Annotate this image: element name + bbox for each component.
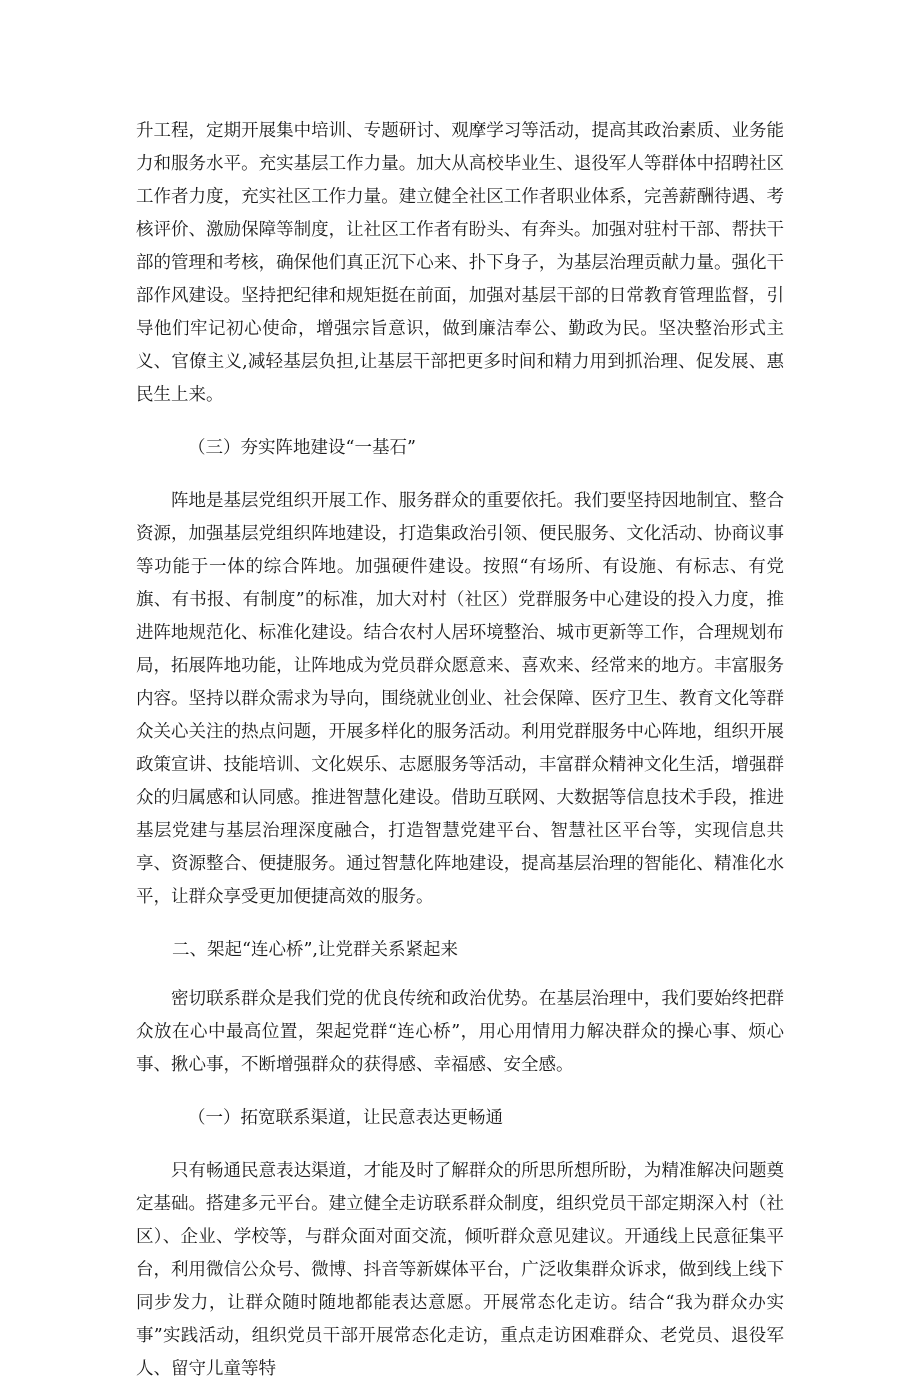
spacer <box>136 465 784 485</box>
spacer <box>136 1135 784 1155</box>
section-heading-position-building: （三）夯实阵地建设“一基石” <box>188 438 416 458</box>
paragraph-position-building: 阵地是基层党组织开展工作、服务群众的重要依托。我们要坚持因地制宜、整合资源，加强基层党组织阵地建设，打造集政治引领、便民服务、文化活动、协商议事等功能于一体的综合阵地。加强硬件建设。按照“有场所、有设施、有标志、有党旗、有书报、有制度”的标准，加大对村（社区）党群服务中心建设的投入力度，推进阵地规范化、标准化建设。结合农村人居环境整治、城市更新等工作，合理规划布局，拓展阵地功能，让阵地成为党员群众愿意来、喜欢来、经常来的地方。丰富服务内容。坚持以群众需求为导向，围绕就业创业、社会保障、医疗卫生、教育文化等群众关心关注的热点问题，开展多样化的服务活动。利用党群服务中心阵地，组织开展政策宣讲、技能培训、文化娱乐、志愿服务等活动，丰富群众精神文化生活，增强群众的归属感和认同感。推进智慧化建设。借助互联网、大数据等信息技术手段，推进基层党建与基层治理深度融合，打造智慧党建平台、智慧社区平台等，实现信息共享、资源整合、便捷服务。通过智慧化阵地建设，提高基层治理的智能化、精准化水平，让群众享受更加便捷高效的服务。 <box>136 491 784 907</box>
document-body <box>136 115 784 1386</box>
paragraph-cadre-team-continued: 升工程，定期开展集中培训、专题研讨、观摩学习等活动，提高其政治素质、业务能力和服务水平。充实基层工作力量。加大从高校毕业生、退役军人等群体中招聘社区工作者力度，充实社区工作力量。建立健全社区工作者职业体系，完善薪酬待遇、考核评价、激励保障等制度，让社区工作者有盼头、有奔头。加强对驻村干部、帮扶干部的管理和考核，确保他们真正沉下心来、扑下身子，为基层治理贡献力量。强化干部作风建设。坚持把纪律和规矩挺在前面，加强对基层干部的日常教育管理监督，引导他们牢记初心使命，增强宗旨意识，做到廉洁奉公、勤政为民。坚决整治形式主义、官僚主义,减轻基层负担,让基层干部把更多时间和精力用到抓治理、促发展、惠民生上来。 <box>136 121 784 405</box>
spacer <box>136 412 784 432</box>
paragraph-mass-connection: 密切联系群众是我们党的优良传统和政治优势。在基层治理中，我们要始终把群众放在心中最高位置，架起党群“连心桥”，用心用情用力解决群众的操心事、烦心事、揪心事，不断增强群众的获得感、幸福感、安全感。 <box>136 989 784 1075</box>
spacer <box>136 914 784 934</box>
paragraph-channels: 只有畅通民意表达渠道，才能及时了解群众的所思所想所盼，为精准解决问题奠定基础。搭建多元平台。建立健全走访联系群众制度，组织党员干部定期深入村（社区）、企业、学校等，与群众面对面交流，倾听群众意见建议。开通线上民意征集平台，利用微信公众号、微博、抖音等新媒体平台，广泛收集群众诉求，做到线上线下同步发力，让群众随时随地都能表达意愿。开展常态化走访。结合“我为群众办实事”实践活动，组织党员干部开展常态化走访，重点走访困难群众、老党员、退役军人、留守儿童等特 <box>136 1161 784 1379</box>
spacer <box>136 1082 784 1102</box>
spacer <box>136 967 784 983</box>
section-heading-heart-bridge: 二、架起“连心桥”,让党群关系紧起来 <box>172 940 458 960</box>
section-heading-channels: （一）拓宽联系渠道，让民意表达更畅通 <box>188 1108 503 1128</box>
